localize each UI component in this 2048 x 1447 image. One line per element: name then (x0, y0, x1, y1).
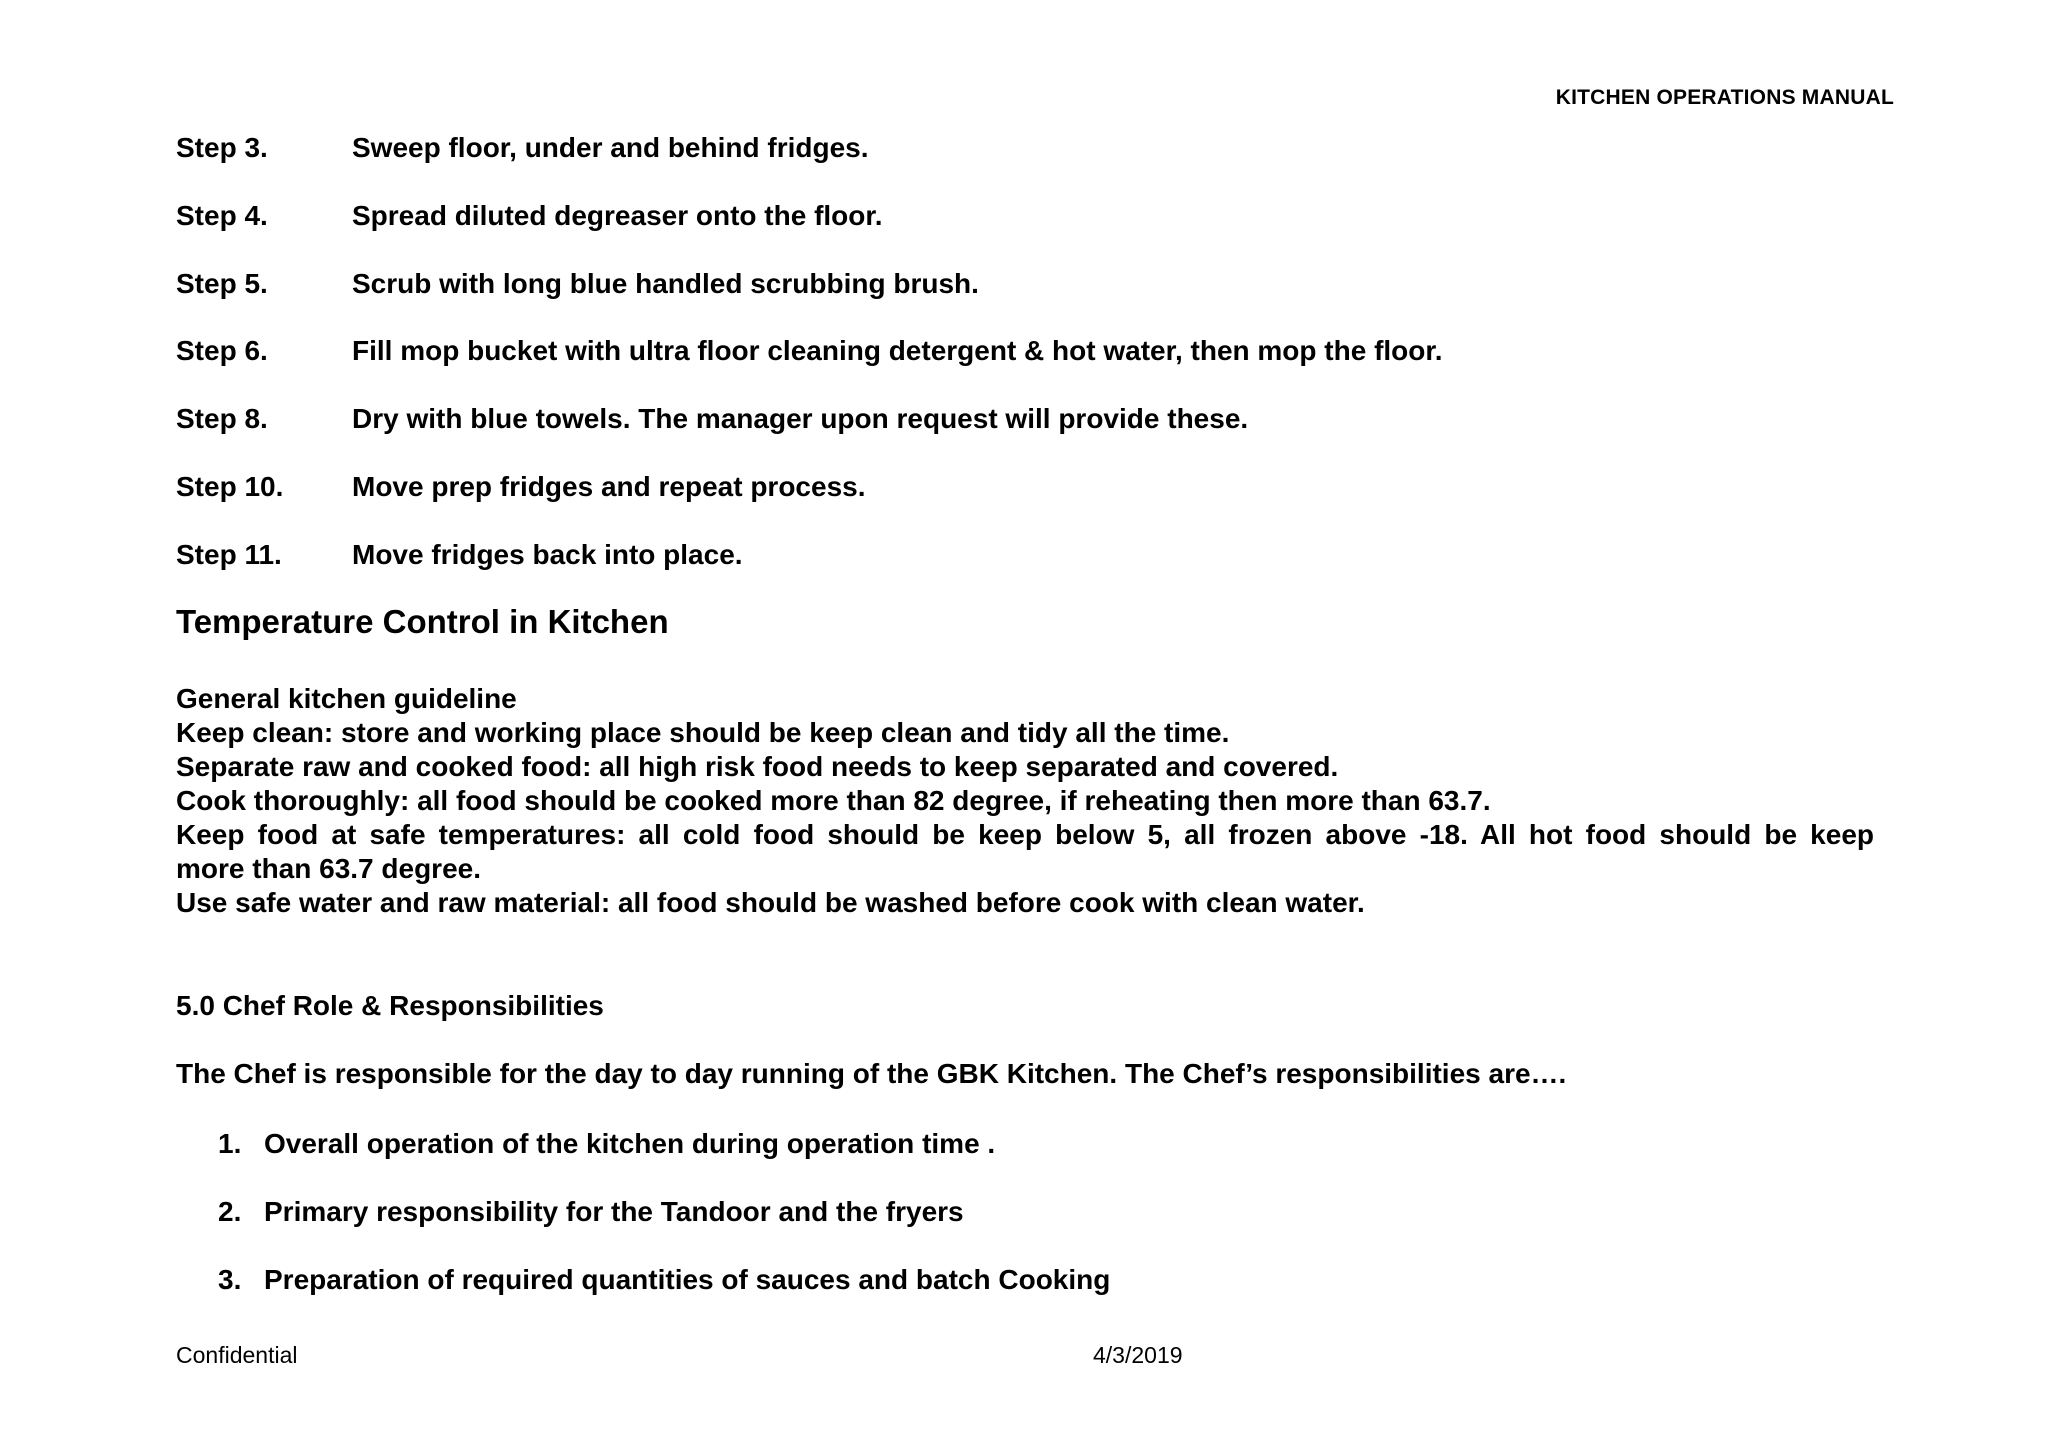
guideline-line: Keep food at safe temperatures: all cold food should be keep below 5, all frozen above -18. All hot food should be keep (176, 819, 1874, 850)
step-item (176, 266, 1876, 334)
chef-responsibilities-list (218, 1126, 1718, 1329)
step-label: Step 10. (176, 470, 284, 502)
list-item-number: 1. (218, 1128, 242, 1159)
step-label: Step 6. (176, 335, 268, 367)
step-text: Move fridges back into place. (352, 538, 743, 570)
step-label: Step 4. (176, 199, 268, 231)
step-label: Step 8. (176, 403, 268, 435)
list-item-text: Overall operation of the kitchen during operation time . (264, 1128, 996, 1159)
step-item (176, 469, 1876, 537)
footer-date: 4/3/2019 (1093, 1342, 1183, 1368)
guideline-line: Separate raw and cooked food: all high risk food needs to keep separated and covered. (176, 751, 1339, 782)
guideline-line: Cook thoroughly: all food should be cooked more than 82 degree, if reheating then more than 63.7. (176, 785, 1491, 816)
list-item-text: Preparation of required quantities of sauces and batch Cooking (264, 1263, 1111, 1295)
page-header-title: KITCHEN OPERATIONS MANUAL (1555, 86, 1894, 109)
guideline-line: more than 63.7 degree. (176, 853, 482, 884)
guideline-line: Keep clean: store and working place should be keep clean and tidy all the time. (176, 717, 1230, 748)
step-text: Spread diluted degreaser onto the floor. (352, 199, 883, 231)
list-item-number: 3. (218, 1263, 242, 1295)
step-text: Sweep floor, under and behind fridges. (352, 132, 869, 163)
list-item (218, 1126, 1718, 1194)
guideline-line: General kitchen guideline (176, 683, 517, 714)
step-label: Step 5. (176, 267, 268, 299)
step-label: Step 11. (176, 538, 282, 570)
step-text: Fill mop bucket with ultra floor cleaning detergent & hot water, then mop the floor. (352, 335, 1443, 367)
chef-section-title: 5.0 Chef Role & Responsibilities (176, 990, 604, 1021)
temperature-guidelines (176, 682, 1874, 920)
step-item (176, 130, 1876, 198)
step-item (176, 537, 1876, 605)
chef-intro-text: The Chef is responsible for the day to day running of the GBK Kitchen. The Chef’s responsibilities are…. (176, 1058, 1567, 1089)
guideline-line: Use safe water and raw material: all food should be washed before cook with clean water. (176, 887, 1365, 918)
step-item (176, 401, 1876, 469)
step-text: Dry with blue towels. The manager upon request will provide these. (352, 403, 1249, 435)
footer-confidential: Confidential (176, 1342, 298, 1368)
cleaning-steps-list (176, 130, 1876, 605)
list-item-number: 2. (218, 1195, 242, 1227)
step-item (176, 333, 1876, 401)
step-label: Step 3. (176, 132, 268, 163)
list-item (218, 1262, 1718, 1330)
temperature-section-title: Temperature Control in Kitchen (176, 603, 669, 640)
list-item (218, 1194, 1718, 1262)
step-item (176, 198, 1876, 266)
list-item-text: Primary responsibility for the Tandoor and the fryers (264, 1195, 964, 1227)
step-text: Scrub with long blue handled scrubbing brush. (352, 267, 979, 299)
step-text: Move prep fridges and repeat process. (352, 470, 866, 502)
